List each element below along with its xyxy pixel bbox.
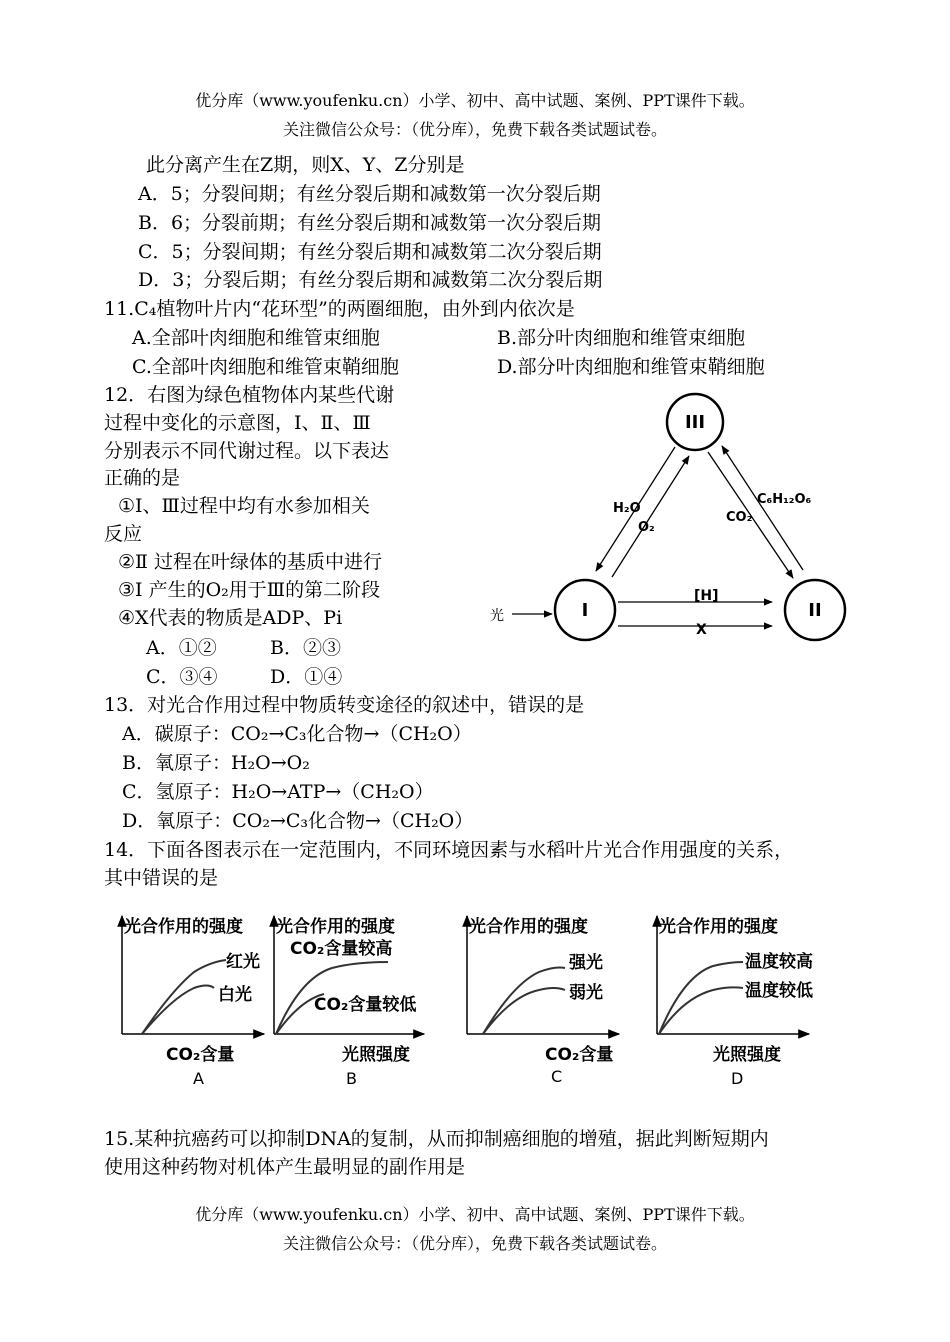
graph-c-curve-upper [483, 968, 565, 1035]
graph-d-lower-label: 温度较低 [745, 981, 813, 1001]
q12-stem-line-1: 12．右图为绿色植物体内某些代谢 [104, 384, 395, 406]
label-light: 光 [490, 608, 504, 624]
q11-option-c: C.全部叶肉细胞和维管束鞘细胞 [132, 356, 399, 378]
graph-b-letter: B [346, 1069, 357, 1088]
q12-option-b: B．②③ [270, 637, 341, 659]
header-line-2: 关注微信公众号：（优分库），免费下载各类试题试卷。 [282, 120, 667, 139]
graph-c-curve-lower [483, 988, 565, 1034]
q14-graph-b [266, 910, 441, 1090]
header-line-1: 优分库（www.youfenku.cn）小学、初中、高中试题、案例、PPT课件下载。 [195, 91, 755, 110]
q10-option-d: D．3；分裂后期；有丝分裂后期和减数第二次分裂后期 [138, 269, 603, 291]
q12-option-c: C．③④ [146, 666, 218, 688]
label-h: [H] [694, 588, 719, 604]
node-ii-label: II [808, 600, 822, 621]
q12-statement-1: ①Ⅰ、Ⅲ过程中均有水参加相关 [118, 495, 370, 517]
graph-d-curve-upper [659, 962, 743, 1034]
q14-graph-c [459, 910, 629, 1090]
q13-option-d: D．氧原子：CO₂→C₃化合物→（CH₂O） [122, 810, 474, 832]
graph-c-lower-label: 弱光 [569, 983, 603, 1003]
q13-option-c: C．氢原子：H₂O→ATP→（CH₂O） [122, 781, 434, 803]
graph-d-letter: D [731, 1069, 744, 1088]
graph-a-curve-lower [142, 986, 214, 1035]
q10-stem-tail: 此分离产生在Z期，则X、Y、Z分别是 [146, 154, 465, 176]
q13-stem: 13．对光合作用过程中物质转变途径的叙述中，错误的是 [104, 694, 585, 716]
arrow-i-to-iii [612, 456, 689, 577]
label-glucose: C₆H₁₂O₆ [757, 492, 812, 507]
graph-a-letter: A [193, 1069, 204, 1088]
q10-option-a: A．5；分裂间期；有丝分裂后期和减数第一次分裂后期 [138, 183, 601, 205]
node-iii-label: III [684, 412, 706, 433]
graph-c-y-label: 光合作用的强度 [469, 917, 588, 937]
graph-d-curve-lower [659, 987, 743, 1034]
graph-c-upper-label: 强光 [569, 953, 603, 973]
graph-d-x-label: 光照强度 [713, 1045, 781, 1065]
label-o2: O₂ [638, 520, 655, 535]
graph-a-y-label: 光合作用的强度 [124, 917, 243, 937]
q12-statement-2: ②Ⅱ 过程在叶绿体的基质中进行 [118, 551, 382, 573]
graph-d-upper-label: 温度较高 [745, 952, 813, 972]
q14-stem-line-1: 14．下面各图表示在一定范围内，不同环境因素与水稻叶片光合作用强度的关系， [104, 839, 794, 861]
graph-d-y-label: 光合作用的强度 [659, 917, 778, 937]
q12-stem-line-3: 分别表示不同代谢过程。以下表达 [104, 440, 390, 462]
label-h2o: H₂O [613, 501, 641, 516]
graph-a-x-label: CO₂含量 [166, 1045, 235, 1065]
footer-line-1: 优分库（www.youfenku.cn）小学、初中、高中试题、案例、PPT课件下载。 [195, 1205, 755, 1224]
q15-line-1: 15.某种抗癌药可以抑制DNA的复制，从而抑制癌细胞的增殖，据此判断短期内 [104, 1128, 769, 1150]
q14-stem-line-2: 其中错误的是 [104, 867, 219, 889]
label-x: X [696, 622, 707, 638]
q13-option-b: B．氧原子：H₂O→O₂ [122, 752, 310, 774]
q11-stem: 11.C₄植物叶片内“花环型”的两圈细胞，由外到内依次是 [104, 298, 575, 320]
q12-option-a: A．①② [146, 637, 217, 659]
footer-line-2: 关注微信公众号：（优分库），免费下载各类试题试卷。 [282, 1234, 667, 1253]
q14-graph-a [114, 910, 274, 1090]
q13-option-a: A．碳原子：CO₂→C₃化合物→（CH₂O） [122, 723, 472, 745]
graph-a-curve-upper [142, 960, 226, 1034]
arrow-ii-to-iii [722, 446, 803, 570]
q10-option-b: B．6；分裂前期；有丝分裂后期和减数第一次分裂后期 [138, 212, 602, 234]
node-i-label: I [581, 600, 589, 621]
graph-b-lower-label: CO₂含量较低 [314, 995, 417, 1015]
graph-b-y-label: 光合作用的强度 [276, 917, 395, 937]
graph-b-x-label: 光照强度 [342, 1045, 410, 1065]
q10-option-c: C．5；分裂间期；有丝分裂后期和减数第二次分裂后期 [138, 241, 602, 263]
q12-stem-line-2: 过程中变化的示意图，Ⅰ、Ⅱ、Ⅲ [104, 412, 371, 434]
q11-option-a: A.全部叶肉细胞和维管束细胞 [132, 327, 380, 349]
q12-statement-3: ③Ⅰ 产生的O₂用于Ⅲ的第二阶段 [118, 579, 381, 601]
graph-a-upper-label: 红光 [226, 952, 260, 972]
graph-a-lower-label: 白光 [218, 985, 252, 1005]
q14-graph-d [649, 910, 829, 1090]
q11-option-b: B.部分叶肉细胞和维管束细胞 [497, 327, 746, 349]
q12-metabolism-diagram [485, 388, 845, 648]
q12-option-d: D．①④ [270, 666, 343, 688]
graph-c-letter: C [551, 1067, 563, 1086]
q15-line-2: 使用这种药物对机体产生最明显的副作用是 [104, 1156, 466, 1178]
graph-c-x-label: CO₂含量 [545, 1045, 614, 1065]
q12-statement-4: ④X代表的物质是ADP、Pi [118, 607, 343, 629]
label-co2: CO₂ [726, 510, 753, 525]
q12-statement-1-cont: 反应 [104, 523, 143, 545]
graph-b-upper-label: CO₂含量较高 [290, 939, 393, 959]
q11-option-d: D.部分叶肉细胞和维管束鞘细胞 [497, 356, 765, 378]
q12-stem-line-4: 正确的是 [104, 467, 181, 489]
